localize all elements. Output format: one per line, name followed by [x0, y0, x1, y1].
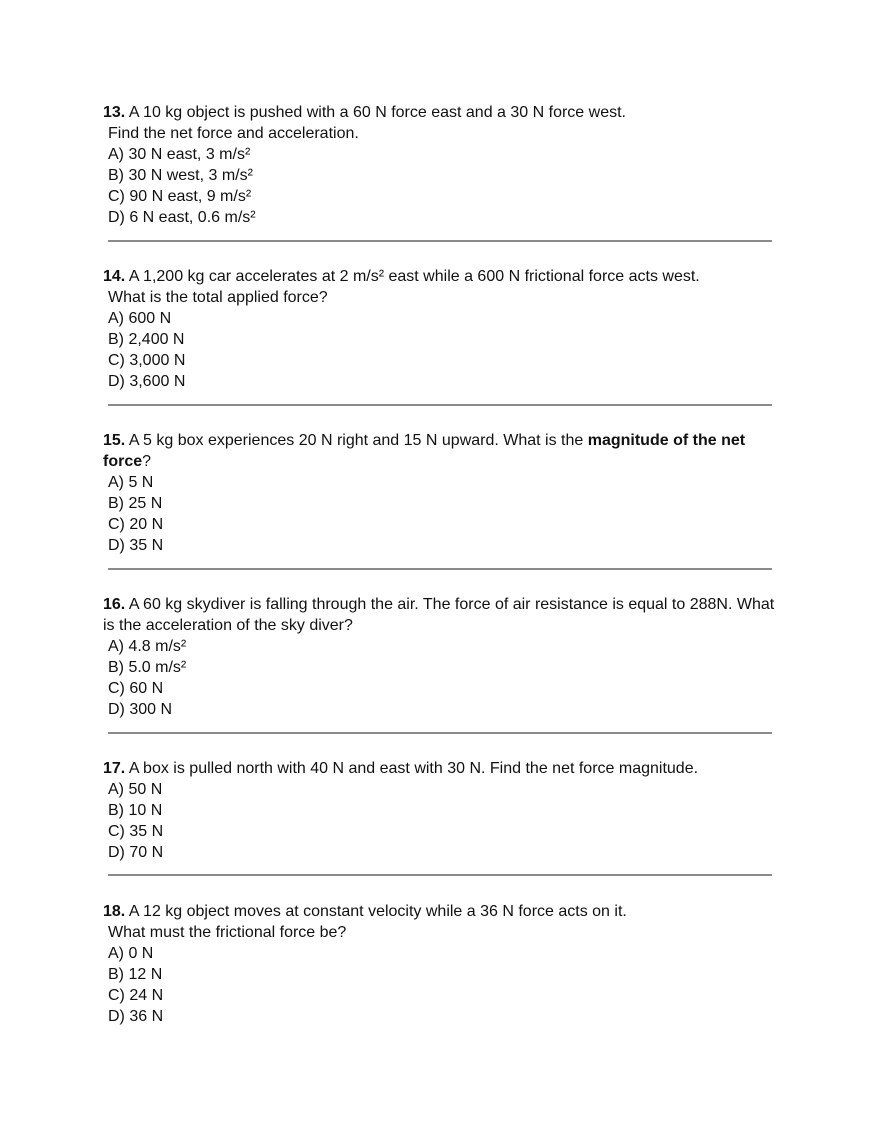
question-17 — [103, 758, 775, 863]
option-a: A) 30 N east, 3 m/s² — [108, 146, 251, 163]
question-text: A 60 kg skydiver is falling through the air. The force of air resistance is equal to 288N. What is the acceleration of the sky diver? — [103, 596, 775, 634]
answer-options — [103, 308, 775, 392]
option-a: A) 0 N — [108, 945, 154, 962]
divider — [108, 404, 772, 406]
question-number: 14. — [103, 268, 126, 285]
question-number: 18. — [103, 903, 126, 920]
question-18 — [103, 901, 775, 1027]
question-text-end: ? — [142, 453, 152, 470]
answer-options — [103, 472, 775, 556]
question-text-line2: Find the net force and acceleration. — [108, 125, 359, 142]
divider — [108, 568, 772, 570]
question-stem — [103, 102, 775, 144]
divider — [108, 240, 772, 242]
question-text: A box is pulled north with 40 N and east with 30 N. Find the net force magnitude. — [125, 760, 699, 777]
question-number: 16. — [103, 596, 126, 613]
question-15 — [103, 430, 775, 556]
divider — [108, 874, 772, 876]
question-13 — [103, 102, 775, 228]
option-b: B) 2,400 N — [108, 331, 185, 348]
question-text-line2: What must the frictional force be? — [108, 924, 347, 941]
option-c: C) 35 N — [108, 823, 164, 840]
option-a: A) 5 N — [108, 474, 154, 491]
option-c: C) 60 N — [108, 680, 164, 697]
option-c: C) 3,000 N — [108, 352, 186, 369]
answer-options — [103, 943, 775, 1027]
answer-options — [103, 144, 775, 228]
question-text: A 5 kg box experiences 20 N right and 15 N upward. What is the — [125, 432, 588, 449]
question-stem — [103, 266, 775, 308]
question-number: 13. — [103, 104, 126, 121]
option-b: B) 30 N west, 3 m/s² — [108, 167, 253, 184]
question-text: A 1,200 kg car accelerates at 2 m/s² east while a 600 N frictional force acts west. — [125, 268, 700, 285]
option-c: C) 90 N east, 9 m/s² — [108, 188, 252, 205]
answer-options — [103, 779, 775, 863]
option-b: B) 10 N — [108, 802, 163, 819]
option-d: D) 6 N east, 0.6 m/s² — [108, 209, 256, 226]
option-d: D) 36 N — [108, 1008, 164, 1025]
question-text: A 12 kg object moves at constant velocity while a 36 N force acts on it. — [125, 903, 627, 920]
question-stem — [103, 901, 775, 943]
option-a: A) 4.8 m/s² — [108, 638, 187, 655]
option-b: B) 5.0 m/s² — [108, 659, 187, 676]
question-14 — [103, 266, 775, 392]
question-text-line2: What is the total applied force? — [108, 289, 328, 306]
question-stem — [103, 430, 775, 472]
option-d: D) 300 N — [108, 701, 173, 718]
option-d: D) 35 N — [108, 537, 164, 554]
question-16 — [103, 594, 775, 720]
option-a: A) 50 N — [108, 781, 163, 798]
question-emphasis: magnitude of the net force — [103, 432, 746, 470]
answer-options — [103, 636, 775, 720]
divider — [108, 732, 772, 734]
option-c: C) 20 N — [108, 516, 164, 533]
option-b: B) 25 N — [108, 495, 163, 512]
question-stem — [103, 594, 775, 636]
option-d: D) 3,600 N — [108, 373, 186, 390]
option-d: D) 70 N — [108, 844, 164, 861]
question-number: 15. — [103, 432, 126, 449]
question-number: 17. — [103, 760, 126, 777]
option-a: A) 600 N — [108, 310, 172, 327]
option-c: C) 24 N — [108, 987, 164, 1004]
question-stem — [103, 758, 775, 779]
option-b: B) 12 N — [108, 966, 163, 983]
question-text: A 10 kg object is pushed with a 60 N force east and a 30 N force west. — [125, 104, 626, 121]
